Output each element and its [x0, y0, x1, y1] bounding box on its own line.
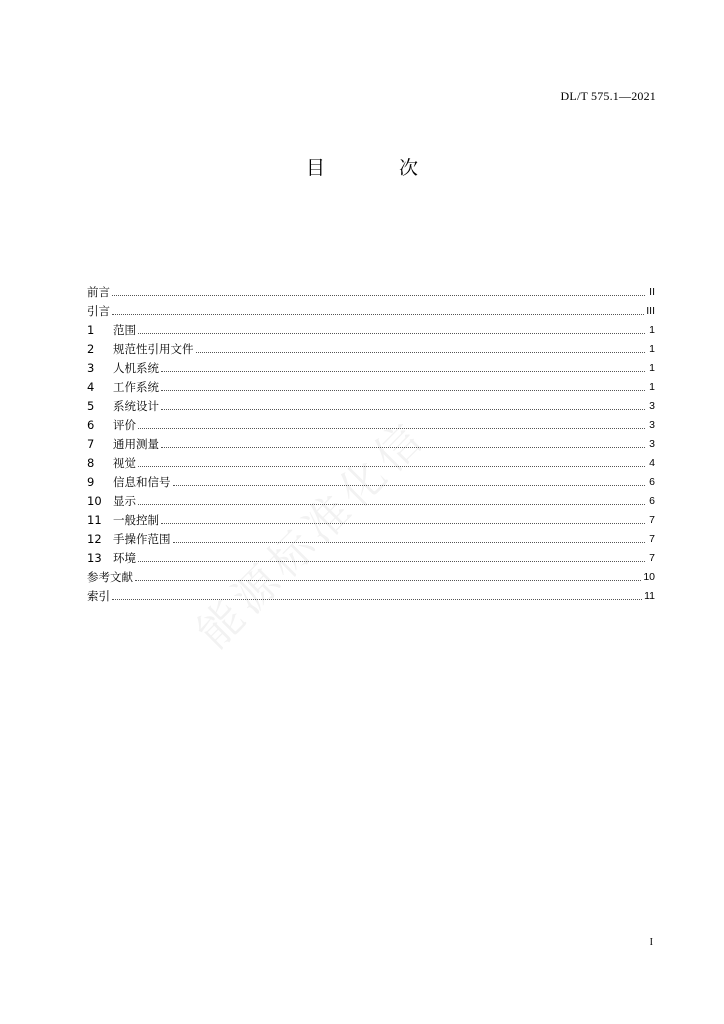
toc-entry-number: 8: [87, 456, 95, 470]
toc-entry[interactable]: [87, 565, 655, 584]
page-number: I: [649, 937, 653, 948]
toc-entry-label: 人机系统: [113, 361, 159, 375]
toc-dot-leader: [138, 466, 645, 467]
toc-entry-label: 前言: [87, 285, 110, 299]
toc-entry-label: 引言: [87, 304, 110, 318]
toc-entry-page: 7: [649, 514, 655, 526]
toc-entry-page: II: [649, 286, 655, 298]
toc-entry-number: 3: [87, 361, 95, 375]
toc-entry-label: 显示: [113, 494, 136, 508]
toc-entry-page: 6: [649, 476, 655, 488]
toc-entry-page: 1: [649, 381, 655, 393]
toc-entry-page: 1: [649, 324, 655, 336]
toc-dot-leader: [112, 599, 642, 600]
toc-entry-label: 系统设计: [113, 399, 159, 413]
toc-entry-number: 7: [87, 437, 95, 451]
toc-entry[interactable]: [87, 375, 655, 394]
toc-dot-leader: [135, 580, 641, 581]
page-title: 目 次: [305, 157, 453, 179]
toc-entry[interactable]: [87, 413, 655, 432]
toc-entry-number: 10: [87, 494, 102, 508]
toc-entry[interactable]: [87, 280, 655, 299]
toc-entry[interactable]: [87, 508, 655, 527]
toc-entry-page: 4: [649, 457, 655, 469]
toc-entry[interactable]: [87, 394, 655, 413]
toc-entry-page: 3: [649, 438, 655, 450]
toc-entry-label: 环境: [113, 551, 136, 565]
toc-entry-number: 5: [87, 399, 95, 413]
toc-entry[interactable]: [87, 337, 655, 356]
toc-entry[interactable]: [87, 527, 655, 546]
toc-entry[interactable]: [87, 584, 655, 603]
toc-dot-leader: [161, 371, 645, 372]
toc-entry-number: 6: [87, 418, 95, 432]
toc-entry-number: 9: [87, 475, 95, 489]
toc-entry-label: 手操作范围: [113, 532, 171, 546]
toc-entry-label: 信息和信号: [113, 475, 171, 489]
toc-entry[interactable]: [87, 318, 655, 337]
toc-entry-number: 2: [87, 342, 95, 356]
toc-dot-leader: [161, 447, 645, 448]
toc-entry-label: 参考文献: [87, 570, 133, 584]
toc-entry-page: 6: [649, 495, 655, 507]
toc-entry-number: 13: [87, 551, 102, 565]
standard-number: DL/T 575.1—2021: [560, 89, 656, 103]
toc-entry-page: III: [646, 305, 655, 317]
toc-dot-leader: [173, 542, 646, 543]
toc-entry-page: 3: [649, 419, 655, 431]
toc-entry[interactable]: [87, 299, 655, 318]
toc-entry-page: 7: [649, 533, 655, 545]
table-of-contents: [87, 280, 655, 603]
toc-dot-leader: [173, 485, 646, 486]
toc-dot-leader: [161, 523, 645, 524]
toc-entry-label: 通用测量: [113, 437, 159, 451]
toc-dot-leader: [196, 352, 646, 353]
toc-entry-label: 一般控制: [113, 513, 159, 527]
toc-entry-number: 11: [87, 513, 102, 527]
toc-dot-leader: [138, 428, 645, 429]
toc-dot-leader: [112, 295, 645, 296]
toc-dot-leader: [161, 409, 645, 410]
watermark: 能源标准化信: [187, 410, 436, 659]
toc-dot-leader: [138, 504, 645, 505]
toc-entry[interactable]: [87, 489, 655, 508]
toc-dot-leader: [161, 390, 645, 391]
toc-entry[interactable]: [87, 356, 655, 375]
toc-entry-number: 1: [87, 323, 95, 337]
toc-entry-page: 10: [643, 571, 655, 583]
toc-entry-label: 评价: [113, 418, 136, 432]
toc-entry-page: 7: [649, 552, 655, 564]
toc-entry-page: 1: [649, 343, 655, 355]
toc-entry-label: 范围: [113, 323, 136, 337]
toc-entry-page: 1: [649, 362, 655, 374]
toc-entry[interactable]: [87, 451, 655, 470]
toc-entry-label: 索引: [87, 589, 110, 603]
toc-entry-label: 视觉: [113, 456, 136, 470]
toc-dot-leader: [112, 314, 644, 315]
toc-entry-number: 12: [87, 532, 102, 546]
toc-entry[interactable]: [87, 432, 655, 451]
toc-entry-label: 工作系统: [113, 380, 159, 394]
toc-entry[interactable]: [87, 470, 655, 489]
toc-dot-leader: [138, 333, 645, 334]
toc-entry-label: 规范性引用文件: [113, 342, 194, 356]
toc-entry-page: 3: [649, 400, 655, 412]
toc-entry-page: 11: [644, 590, 655, 602]
toc-entry-number: 4: [87, 380, 95, 394]
toc-dot-leader: [138, 561, 645, 562]
toc-entry[interactable]: [87, 546, 655, 565]
